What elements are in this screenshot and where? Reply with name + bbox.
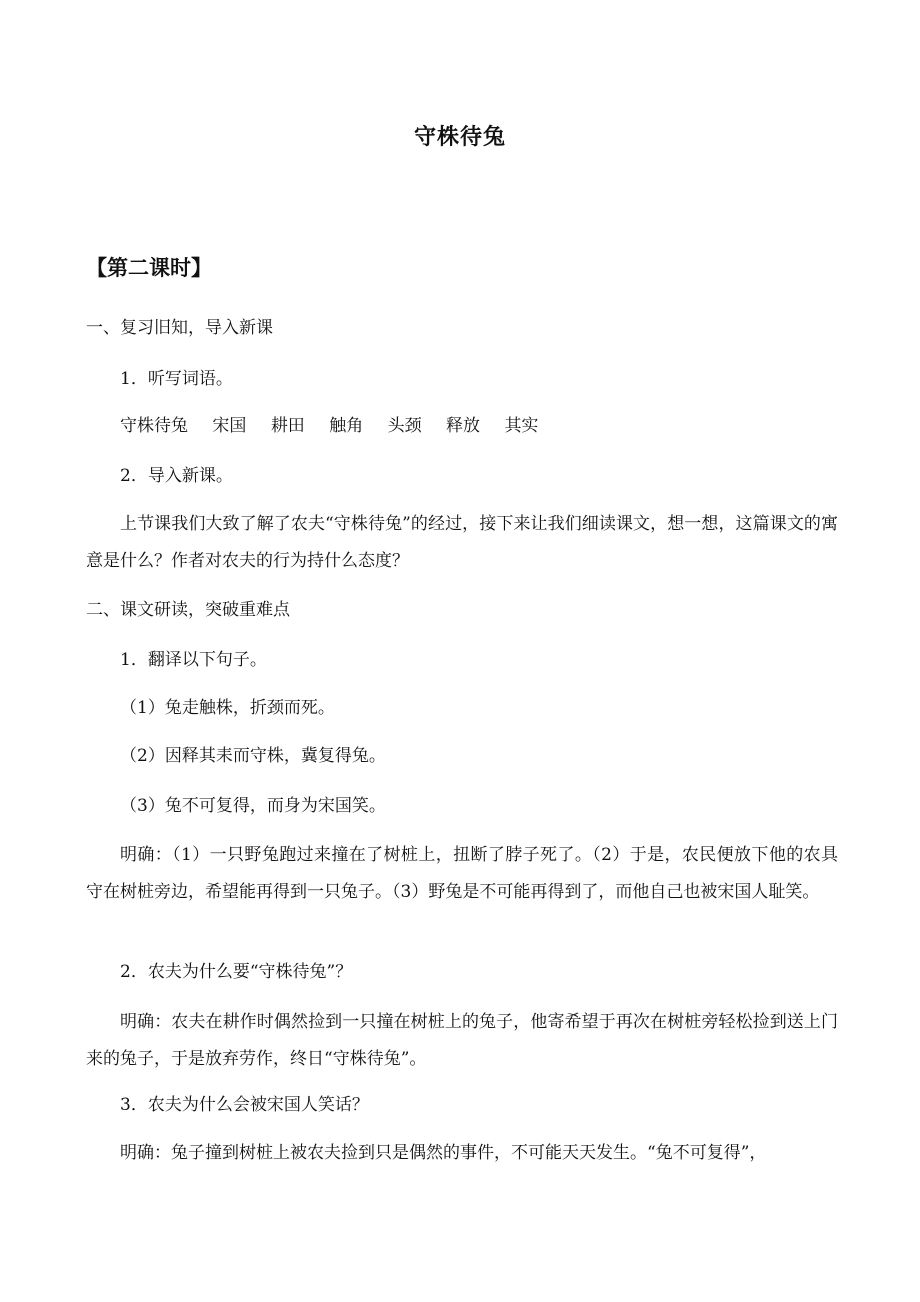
vocab-word: 释放: [446, 416, 481, 436]
section-two-heading: 二、课文研读，突破重难点: [86, 600, 290, 620]
page-title: 守株待兔: [413, 124, 506, 150]
question-three: 3．农夫为什么会被宋国人笑话？: [120, 1095, 369, 1115]
vocab-word: 守株待兔: [120, 416, 188, 436]
sentence-two: （2）因释其耒而守株，冀复得兔。: [120, 746, 386, 766]
sentence-three: （3）兔不可复得，而身为宋国笑。: [120, 796, 386, 816]
vocab-word: 其实: [504, 416, 539, 436]
vocab-word: 宋国: [212, 416, 247, 436]
vocab-word: 头颈: [387, 416, 422, 436]
vocab-list: [120, 416, 557, 437]
intro-item: 2．导入新课。: [120, 466, 233, 486]
sentence-one: （1）兔走触株，折颈而死。: [120, 698, 335, 718]
answer-two-paragraph: 明确：农夫在耕作时偶然捡到一只撞在树桩上的兔子，他寄希望于再次在树桩旁轻松捡到送上门来的兔子，于是放弃劳作，终日“守株待兔”。: [86, 1012, 838, 1069]
section-one-heading: 一、复习旧知，导入新课: [86, 318, 273, 338]
vocab-word: 触角: [329, 416, 364, 436]
answer-three-paragraph: 明确：兔子撞到树桩上被农夫捡到只是偶然的事件，不可能天天发生。“兔不可复得”，: [120, 1143, 767, 1163]
answer-one-paragraph: 明确：（1）一只野兔跑过来撞在了树桩上，扭断了脖子死了。（2）于是，农民便放下他的农具守在树桩旁边，希望能再得到一只兔子。（3）野兔是不可能再得到了，而他自己也被宋国人耻笑。: [86, 845, 838, 902]
lesson-heading: 【第二课时】: [86, 255, 212, 280]
dictation-item: 1．听写词语。: [120, 369, 233, 389]
intro-paragraph: 上节课我们大致了解了农夫“守株待兔”的经过，接下来让我们细读课文，想一想，这篇课文的寓意是什么？作者对农夫的行为持什么态度？: [86, 514, 838, 571]
question-two: 2．农夫为什么要“守株待兔”？: [120, 962, 353, 982]
translate-item: 1．翻译以下句子。: [120, 650, 267, 670]
vocab-word: 耕田: [270, 416, 305, 436]
